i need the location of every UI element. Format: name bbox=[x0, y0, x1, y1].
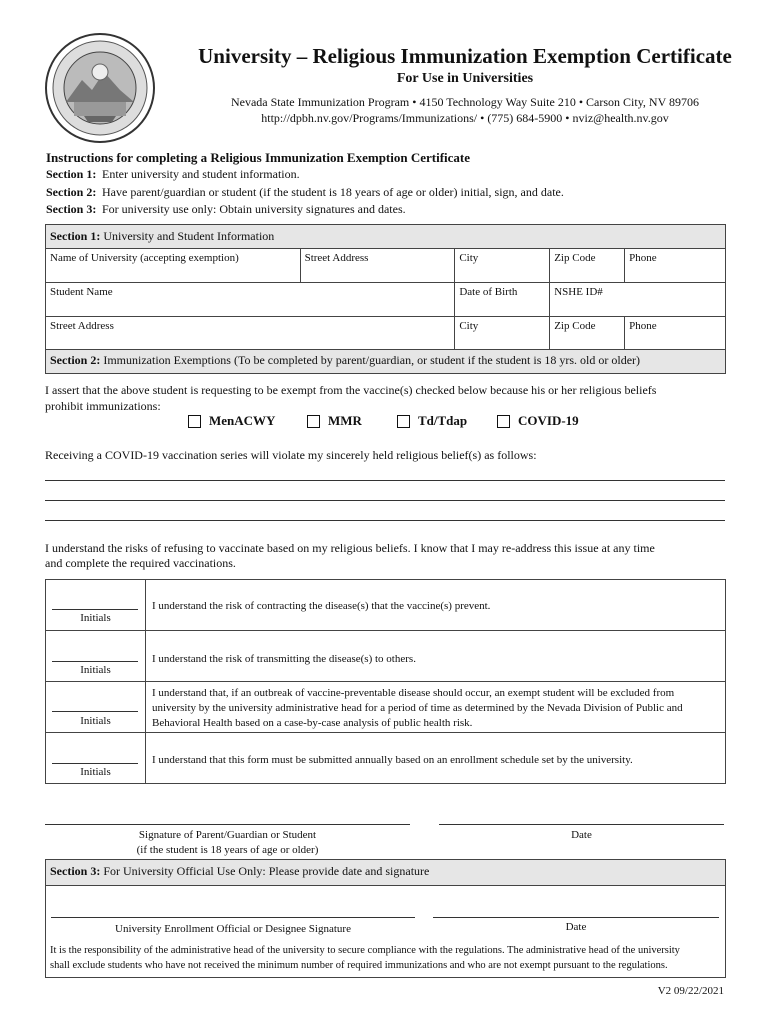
risk-text-cont: and complete the required vaccinations. bbox=[45, 556, 236, 570]
form-title: University – Religious Immunization Exemption Certificate bbox=[198, 44, 732, 68]
student-zip-field[interactable]: Zip Code bbox=[550, 317, 625, 351]
statement-text: I understand that this form must be submitted annually based on an enrollment schedule set by the university. bbox=[152, 754, 633, 766]
instructions-title: Instructions for completing a Religious Immunization Exemption Certificate bbox=[46, 150, 471, 165]
official-date-line[interactable] bbox=[433, 917, 719, 918]
tdtdap-checkbox[interactable]: Td/Tdap bbox=[397, 413, 467, 429]
initials-row bbox=[46, 630, 725, 682]
covid-belief-text: Receiving a COVID-19 vaccination series will violate my sincerely held religious belief(s) as follows: bbox=[45, 448, 537, 462]
assertion-text: I assert that the above student is requesting to be exempt from the vaccine(s) checked below because his or her religious beliefs bbox=[45, 383, 657, 397]
section1-table bbox=[45, 224, 726, 351]
parent-date-line[interactable] bbox=[439, 824, 724, 825]
checkbox-box[interactable] bbox=[497, 415, 510, 428]
student-street-field[interactable]: Street Address bbox=[46, 317, 455, 351]
statement-text: I understand that, if an outbreak of vaccine-preventable disease should occur, an exempt student will be excluded from university by the university administrative head for a period of time as determined by the Nevada Division of Public and Behavioral Health based on a case-by-case analysis of public health risk. bbox=[152, 687, 683, 729]
official-signature-line[interactable] bbox=[51, 917, 415, 918]
student-phone-field[interactable]: Phone bbox=[625, 317, 726, 351]
initials-row bbox=[46, 681, 725, 733]
program-contact: http://dpbh.nv.gov/Programs/Immunizations/ • (775) 684-5900 • nviz@health.nv.gov bbox=[261, 111, 669, 125]
belief-line-1[interactable] bbox=[45, 480, 725, 481]
date-label: Date bbox=[571, 829, 592, 841]
assertion-text-cont: prohibit immunizations: bbox=[45, 399, 161, 413]
initials-row bbox=[46, 732, 725, 784]
risk-text: I understand the risks of refusing to vaccinate based on my religious beliefs. I know that I may re-address this issue at any time bbox=[45, 541, 655, 555]
signature-label: Signature of Parent/Guardian or Student bbox=[138, 829, 317, 841]
form-subtitle: For Use in Universities bbox=[396, 71, 534, 86]
university-phone-field[interactable]: Phone bbox=[625, 249, 726, 283]
initials-line[interactable] bbox=[52, 711, 138, 712]
instruction-item: Section 1: Enter university and student information. bbox=[46, 167, 300, 181]
student-city-field[interactable]: City bbox=[455, 317, 550, 351]
university-street-field[interactable]: Street Address bbox=[300, 249, 455, 283]
checkbox-box[interactable] bbox=[307, 415, 320, 428]
initials-cell[interactable]: Initials bbox=[46, 580, 146, 630]
belief-line-2[interactable] bbox=[45, 500, 725, 501]
initials-line[interactable] bbox=[52, 609, 138, 610]
initials-line[interactable] bbox=[52, 763, 138, 764]
menacwy-checkbox[interactable]: MenACWY bbox=[188, 413, 275, 429]
section1-header: Section 1: University and Student Information bbox=[46, 225, 726, 249]
initials-row bbox=[46, 580, 725, 630]
student-name-field[interactable]: Student Name bbox=[46, 283, 455, 317]
nshe-id-field[interactable]: NSHE ID# bbox=[550, 283, 726, 317]
section3-box bbox=[45, 859, 726, 978]
initials-cell[interactable]: Initials bbox=[46, 682, 146, 733]
statement-text: I understand the risk of transmitting the disease(s) to others. bbox=[152, 653, 416, 665]
nevada-state-seal bbox=[44, 32, 156, 144]
university-zip-field[interactable]: Zip Code bbox=[550, 249, 625, 283]
initials-table bbox=[45, 579, 726, 784]
checkbox-box[interactable] bbox=[397, 415, 410, 428]
covid19-checkbox[interactable]: COVID-19 bbox=[497, 413, 579, 429]
initials-line[interactable] bbox=[52, 661, 138, 662]
mmr-checkbox[interactable]: MMR bbox=[307, 413, 362, 429]
initials-cell[interactable]: Initials bbox=[46, 631, 146, 682]
initials-cell[interactable]: Initials bbox=[46, 733, 146, 784]
instruction-item: Section 3: For university use only: Obtain university signatures and dates. bbox=[46, 202, 406, 216]
university-name-field[interactable]: Name of University (accepting exemption) bbox=[46, 249, 301, 283]
checkbox-box[interactable] bbox=[188, 415, 201, 428]
compliance-paragraph: It is the responsibility of the administrative head of the university to secure compliance with the regulations. The administrative head of the university shall exclude students who have not received the minimum number of required immunizations and who are not exempt pursuant to the regulations. bbox=[50, 945, 680, 971]
version-label: V2 09/22/2021 bbox=[657, 985, 724, 997]
university-city-field[interactable]: City bbox=[455, 249, 550, 283]
parent-signature-line[interactable] bbox=[45, 824, 410, 825]
signature-label-note: (if the student is 18 years of age or older) bbox=[136, 844, 319, 856]
belief-line-3[interactable] bbox=[45, 520, 725, 521]
official-signature-label: University Enrollment Official or Designee Signature bbox=[115, 923, 351, 935]
date-of-birth-field[interactable]: Date of Birth bbox=[455, 283, 550, 317]
instruction-item: Section 2: Have parent/guardian or student (if the student is 18 years of age or older) initial, sign, and date. bbox=[46, 185, 564, 199]
section3-header: Section 3: For University Official Use Only: Please provide date and signature bbox=[46, 860, 725, 886]
program-address: Nevada State Immunization Program • 4150 Technology Way Suite 210 • Carson City, NV 89706 bbox=[230, 95, 700, 109]
official-date-label: Date bbox=[565, 921, 587, 933]
statement-text: I understand the risk of contracting the disease(s) that the vaccine(s) prevent. bbox=[152, 600, 491, 612]
section2-header: Section 2: Immunization Exemptions (To be completed by parent/guardian, or student if the student is 18 yrs. old or older) bbox=[45, 349, 726, 374]
